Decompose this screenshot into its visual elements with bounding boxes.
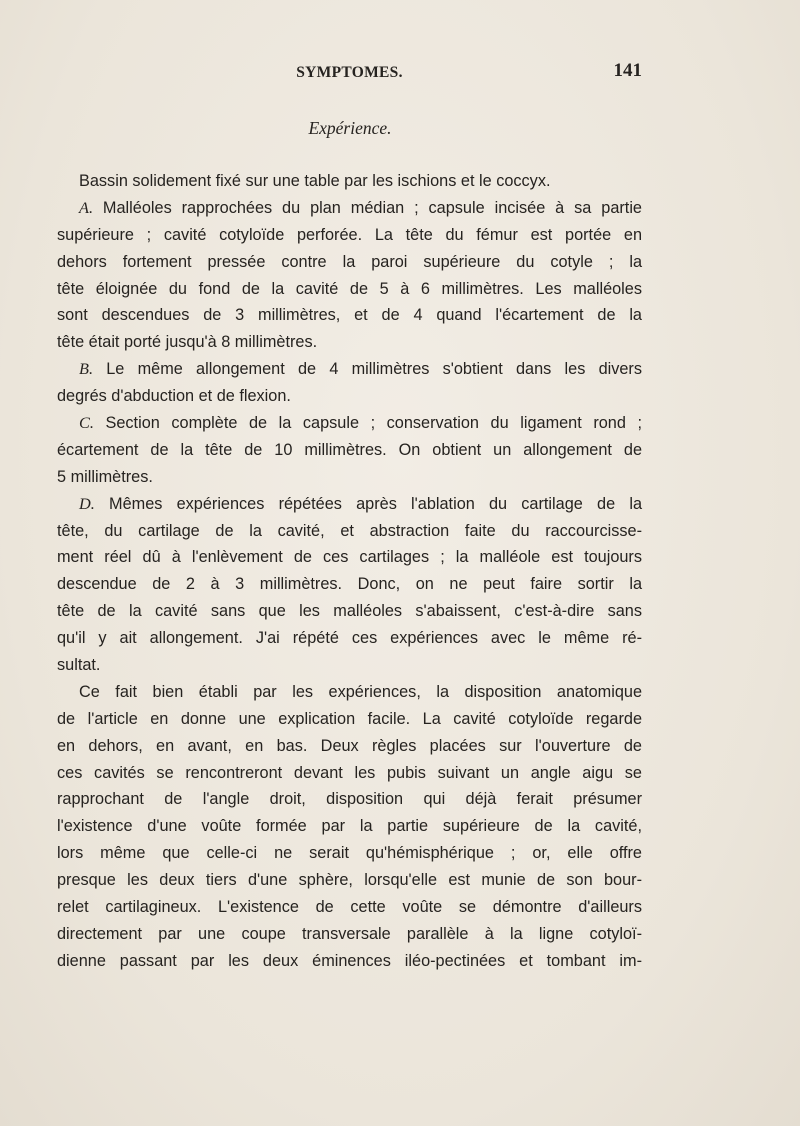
text-line: [57, 867, 642, 894]
line-text: sont descendues de 3 millimètres, et de 4 quand l'écartement de la: [57, 306, 642, 325]
text-line: [57, 840, 642, 867]
line-text: Bassin solidement fixé sur une table par les ischions et le coccyx.: [79, 172, 551, 190]
line-text: écartement de la tête de 10 millimètres. On obtient un allongement de: [57, 440, 642, 459]
line-text: lors même que celle-ci ne serait qu'hémisphérique ; or, elle offre: [57, 844, 642, 863]
text-line: [57, 625, 642, 652]
line-text: Le même allongement de 4 millimètres s'obtient dans les divers: [93, 360, 642, 379]
text-line: [57, 813, 642, 840]
running-head: [57, 60, 642, 90]
line-text: de l'article en donne une explication facile. La cavité cotyloïde regarde: [57, 709, 642, 728]
line-text: supérieure ; cavité cotyloïde perforée. La tête du fémur est portée en: [57, 225, 642, 244]
text-line: [57, 948, 642, 975]
line-text: degrés d'abduction et de flexion.: [57, 387, 291, 406]
line-text: Ce fait bien établi par les expériences, la disposition anatomique: [79, 682, 642, 701]
text-line: [57, 195, 642, 222]
text-line: [57, 249, 642, 276]
line-text: ces cavités se rencontreront devant les pubis suivant un angle aigu se: [57, 763, 642, 782]
paragraph-letter: A.: [79, 197, 94, 217]
line-text: presque les deux tiers d'une sphère, lorsqu'elle est munie de son bour-: [57, 871, 642, 890]
text-line: [57, 464, 642, 491]
line-text: dienne passant par les deux éminences iléo-pectinées et tombant im-: [57, 951, 642, 970]
line-text: tête de la cavité sans que les malléoles s'abaissent, c'est-à-dire sans: [57, 602, 642, 621]
line-text: directement par une coupe transversale parallèle à la ligne cotyloï-: [57, 924, 642, 943]
line-text: tête était porté jusqu'à 8 millimètres.: [57, 333, 318, 352]
line-text: tête, du cartilage de la cavité, et abstraction faite du raccourcisse-: [57, 521, 642, 540]
text-line: [57, 652, 642, 679]
text-line: [57, 410, 642, 437]
text-line: [57, 437, 642, 464]
text-line: [57, 168, 642, 195]
text-line: [57, 760, 642, 787]
paragraph-letter: D.: [79, 493, 95, 513]
line-text: 5 millimètres.: [57, 467, 153, 486]
line-text: Malléoles rapprochées du plan médian ; capsule incisée à sa partie: [93, 198, 642, 217]
text-line: [57, 491, 642, 518]
line-text: relet cartilagineux. L'existence de cette voûte se démontre d'ailleurs: [57, 898, 642, 917]
text-line: [57, 733, 642, 760]
line-text: dehors fortement pressée contre la paroi supérieure du cotyle ; la: [57, 252, 642, 271]
paragraph-letter: C.: [79, 413, 94, 433]
text-line: [57, 356, 642, 383]
line-text: tête éloignée du fond de la cavité de 5 à 6 millimètres. Les malléoles: [57, 279, 642, 298]
section-title: Expérience.: [308, 118, 392, 138]
text-line: [57, 706, 642, 733]
text-line: [57, 222, 642, 249]
line-text: ment réel dû à l'enlèvement de ces cartilages ; la malléole est toujours: [57, 548, 642, 567]
line-text: descendue de 2 à 3 millimètres. Donc, on ne peut faire sortir la: [57, 575, 642, 594]
line-text: rapprochant de l'angle droit, disposition qui déjà ferait présumer: [57, 790, 642, 809]
line-text: en dehors, en avant, en bas. Deux règles placées sur l'ouverture de: [57, 736, 642, 755]
running-title: SYMPTOMES.: [296, 64, 403, 81]
page-number: 141: [613, 60, 642, 81]
body-text: [57, 168, 642, 975]
text-line: [57, 571, 642, 598]
text-line: [57, 518, 642, 545]
line-text: qu'il y ait allongement. J'ai répété ces expériences avec le même ré-: [57, 629, 642, 648]
text-line: [57, 276, 642, 303]
text-line: [57, 921, 642, 948]
line-text: Section complète de la capsule ; conservation du ligament rond ;: [93, 414, 642, 433]
text-line: [57, 544, 642, 571]
text-line: [57, 383, 642, 410]
line-text: l'existence d'une voûte formée par la partie supérieure de la cavité,: [57, 817, 642, 836]
line-text: sultat.: [57, 656, 101, 675]
text-line: [57, 894, 642, 921]
text-line: [57, 329, 642, 356]
text-line: [57, 598, 642, 625]
line-text: Mêmes expériences répétées après l'ablation du cartilage de la: [94, 494, 642, 513]
text-line: [57, 302, 642, 329]
text-line: [57, 786, 642, 813]
text-line: [57, 679, 642, 706]
paragraph-letter: B.: [79, 359, 94, 379]
